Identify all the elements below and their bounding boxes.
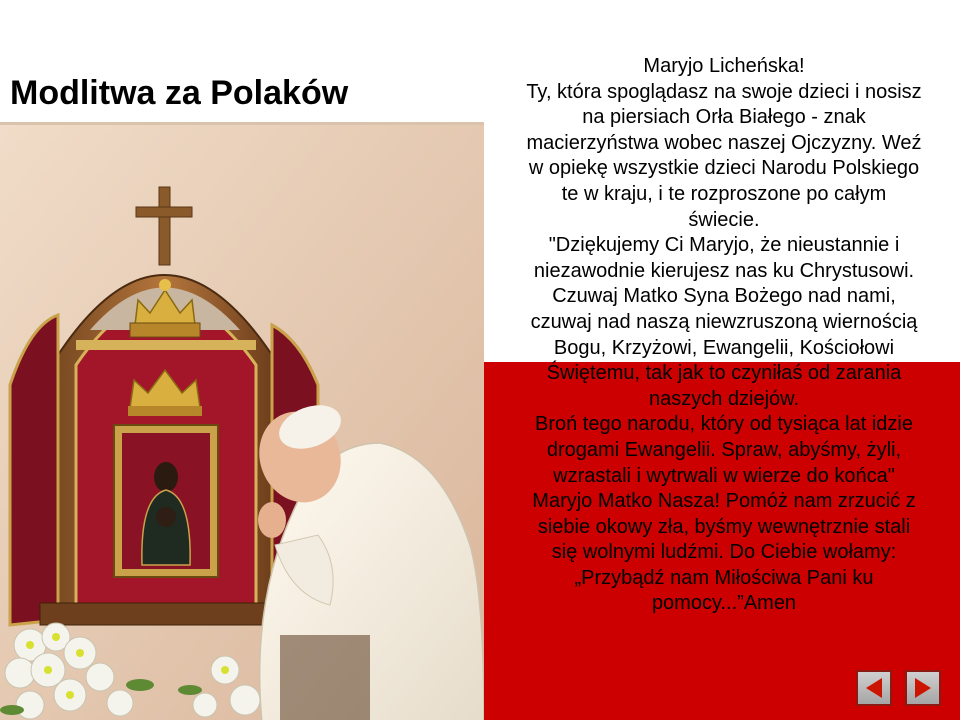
prayer-line: w opiekę wszystkie dzieci Narodu Polskiego — [528, 157, 920, 180]
prayer-line: naszych dziejów. — [648, 387, 800, 410]
prayer-line: Czuwaj Matko Syna Bożego nad nami, — [552, 285, 896, 308]
prayer-line: siebie okowy zła, byśmy wewnętrznie stali — [537, 515, 911, 538]
prayer-photo — [0, 122, 484, 720]
prayer-line: czuwaj nad naszą niewzruszoną wiernością — [530, 310, 918, 333]
prayer-photo-illustration — [0, 125, 484, 720]
triangle-right-icon — [911, 676, 935, 700]
prayer-line: Ty, która spoglądasz na swoje dzieci i nosisz — [526, 80, 922, 103]
slide-title: Modlitwa za Polaków — [10, 74, 349, 112]
prayer-line: Maryjo Matko Nasza! Pomóż nam zrzucić z — [532, 490, 916, 513]
prayer-line: na piersiach Orła Białego - znak — [582, 106, 866, 129]
prayer-line: pomocy...”Amen — [651, 592, 797, 615]
prayer-line: macierzyństwa wobec naszej Ojczyzny. Weź — [526, 131, 922, 154]
prayer-line: Bogu, Krzyżowi, Ewangelii, Kościołowi — [553, 336, 895, 359]
prayer-line: niezawodnie kierujesz nas ku Chrystusowi. — [533, 259, 915, 282]
prayer-line: Broń tego narodu, który od tysiąca lat idzie — [535, 413, 913, 436]
next-slide-button[interactable] — [905, 670, 941, 706]
prayer-line: wzrastali i wytrwali w wierze do końca" — [553, 464, 895, 487]
prayer-text — [486, 54, 960, 617]
prayer-line: Świętemu, tak jak to czyniłaś od zarania — [546, 362, 902, 385]
prayer-line: "Dziękujemy Ci Maryjo, że nieustannie i — [548, 234, 900, 257]
previous-slide-button[interactable] — [856, 670, 892, 706]
prayer-line: te w kraju, i te rozproszone po całym — [561, 182, 887, 205]
triangle-left-icon — [862, 676, 886, 700]
prayer-line: świecie. — [688, 208, 760, 231]
prayer-line: drogami Ewangelii. Spraw, abyśmy, żyli, — [546, 438, 902, 461]
prayer-line: się wolnymi ludźmi. Do Ciebie wołamy: — [551, 541, 897, 564]
prayer-line: Maryjo Licheńska! — [643, 55, 805, 77]
prayer-line: „Przybądź nam Miłościwa Pani ku — [574, 566, 874, 589]
